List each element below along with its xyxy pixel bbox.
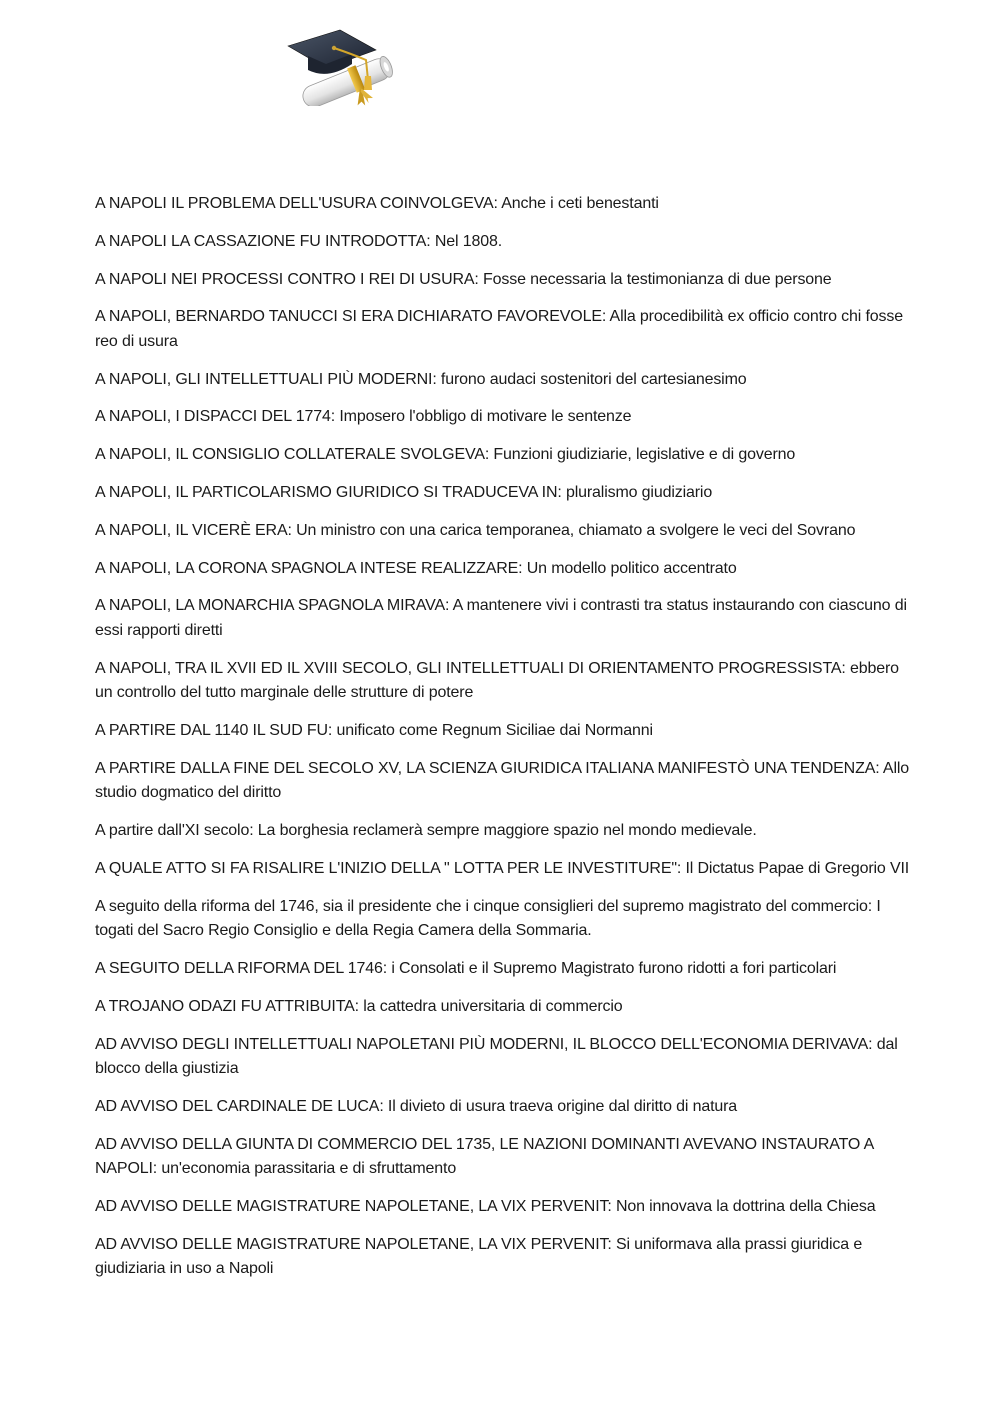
list-item: A PARTIRE DAL 1140 IL SUD FU: unificato come Regnum Siciliae dai Normanni bbox=[95, 722, 653, 740]
qa-list bbox=[95, 192, 910, 1295]
list-item: AD AVVISO DELLE MAGISTRATURE NAPOLETANE, LA VIX PERVENIT: Si uniformava alla prassi giuridica e giudiziaria in uso a Napoli bbox=[95, 1235, 863, 1278]
list-item: A NAPOLI, GLI INTELLETTUALI PIÙ MODERNI: furono audaci sostenitori del cartesianesimo bbox=[95, 370, 747, 388]
list-item: A NAPOLI, IL PARTICOLARISMO GIURIDICO SI TRADUCEVA IN: pluralismo giudiziario bbox=[95, 484, 713, 502]
list-item: A QUALE ATTO SI FA RISALIRE L'INIZIO DELLA " LOTTA PER LE INVESTITURE": Il Dictatus Papae di Gregorio VII bbox=[95, 859, 910, 877]
list-item: A NAPOLI, BERNARDO TANUCCI SI ERA DICHIARATO FAVOREVOLE: Alla procedibilità ex officio contro chi fosse reo di usura bbox=[95, 308, 903, 350]
list-item: A SEGUITO DELLA RIFORMA DEL 1746: i Consolati e il Supremo Magistrato furono ridotti a fori particolari bbox=[95, 960, 837, 978]
graduation-cap-diploma-icon bbox=[282, 24, 404, 106]
list-item: A NAPOLI, IL VICERÈ ERA: Un ministro con una carica temporanea, chiamato a svolgere le veci del Sovrano bbox=[95, 521, 856, 539]
list-item: A partire dall'XI secolo: La borghesia reclamerà sempre maggiore spazio nel mondo medievale. bbox=[95, 822, 757, 840]
list-item: A NAPOLI, IL CONSIGLIO COLLATERALE SVOLGEVA: Funzioni giudiziarie, legislative e di governo bbox=[95, 446, 796, 464]
list-item: A PARTIRE DALLA FINE DEL SECOLO XV, LA SCIENZA GIURIDICA ITALIANA MANIFESTÒ UNA TENDENZA: Allo studio dogmatico del diritto bbox=[95, 759, 910, 802]
list-item: A NAPOLI LA CASSAZIONE FU INTRODOTTA: Nel 1808. bbox=[95, 232, 502, 250]
list-item: AD AVVISO DEL CARDINALE DE LUCA: Il divieto di usura traeva origine dal diritto di natura bbox=[95, 1097, 738, 1115]
list-item: A NAPOLI, LA MONARCHIA SPAGNOLA MIRAVA: A mantenere vivi i contrasti tra status instaurando con ciascuno di essi rapporti diretti bbox=[95, 597, 907, 639]
list-item: A seguito della riforma del 1746, sia il presidente che i cinque consiglieri del supremo magistrato del commercio: I togati del Sacro Regio Consiglio e della Regia Camera della Sommaria. bbox=[95, 897, 881, 940]
list-item: A NAPOLI, LA CORONA SPAGNOLA INTESE REALIZZARE: Un modello politico accentrato bbox=[95, 559, 737, 577]
list-item: A NAPOLI IL PROBLEMA DELL'USURA COINVOLGEVA: Anche i ceti benestanti bbox=[95, 195, 659, 212]
list-item: AD AVVISO DELLA GIUNTA DI COMMERCIO DEL 1735, LE NAZIONI DOMINANTI AVEVANO INSTAURATO A NAPOLI: un'economia parassitaria e di sfruttamento bbox=[95, 1135, 874, 1178]
list-item: A TROJANO ODAZI FU ATTRIBUITA: la cattedra universitaria di commercio bbox=[95, 997, 623, 1015]
list-item: A NAPOLI, TRA IL XVII ED IL XVIII SECOLO, GLI INTELLETTUALI DI ORIENTAMENTO PROGRESSISTA: ebbero un controllo del tutto marginale delle strutture di potere bbox=[95, 659, 899, 702]
list-item: A NAPOLI, I DISPACCI DEL 1774: Imposero l'obbligo di motivare le sentenze bbox=[95, 408, 632, 426]
list-item: A NAPOLI NEI PROCESSI CONTRO I REI DI USURA: Fosse necessaria la testimonianza di due persone bbox=[95, 270, 832, 288]
list-item: AD AVVISO DEGLI INTELLETTUALI NAPOLETANI PIÙ MODERNI, IL BLOCCO DELL'ECONOMIA DERIVAVA: dal blocco della giustizia bbox=[95, 1035, 898, 1078]
list-item: AD AVVISO DELLE MAGISTRATURE NAPOLETANE, LA VIX PERVENIT: Non innovava la dottrina della Chiesa bbox=[95, 1198, 876, 1216]
